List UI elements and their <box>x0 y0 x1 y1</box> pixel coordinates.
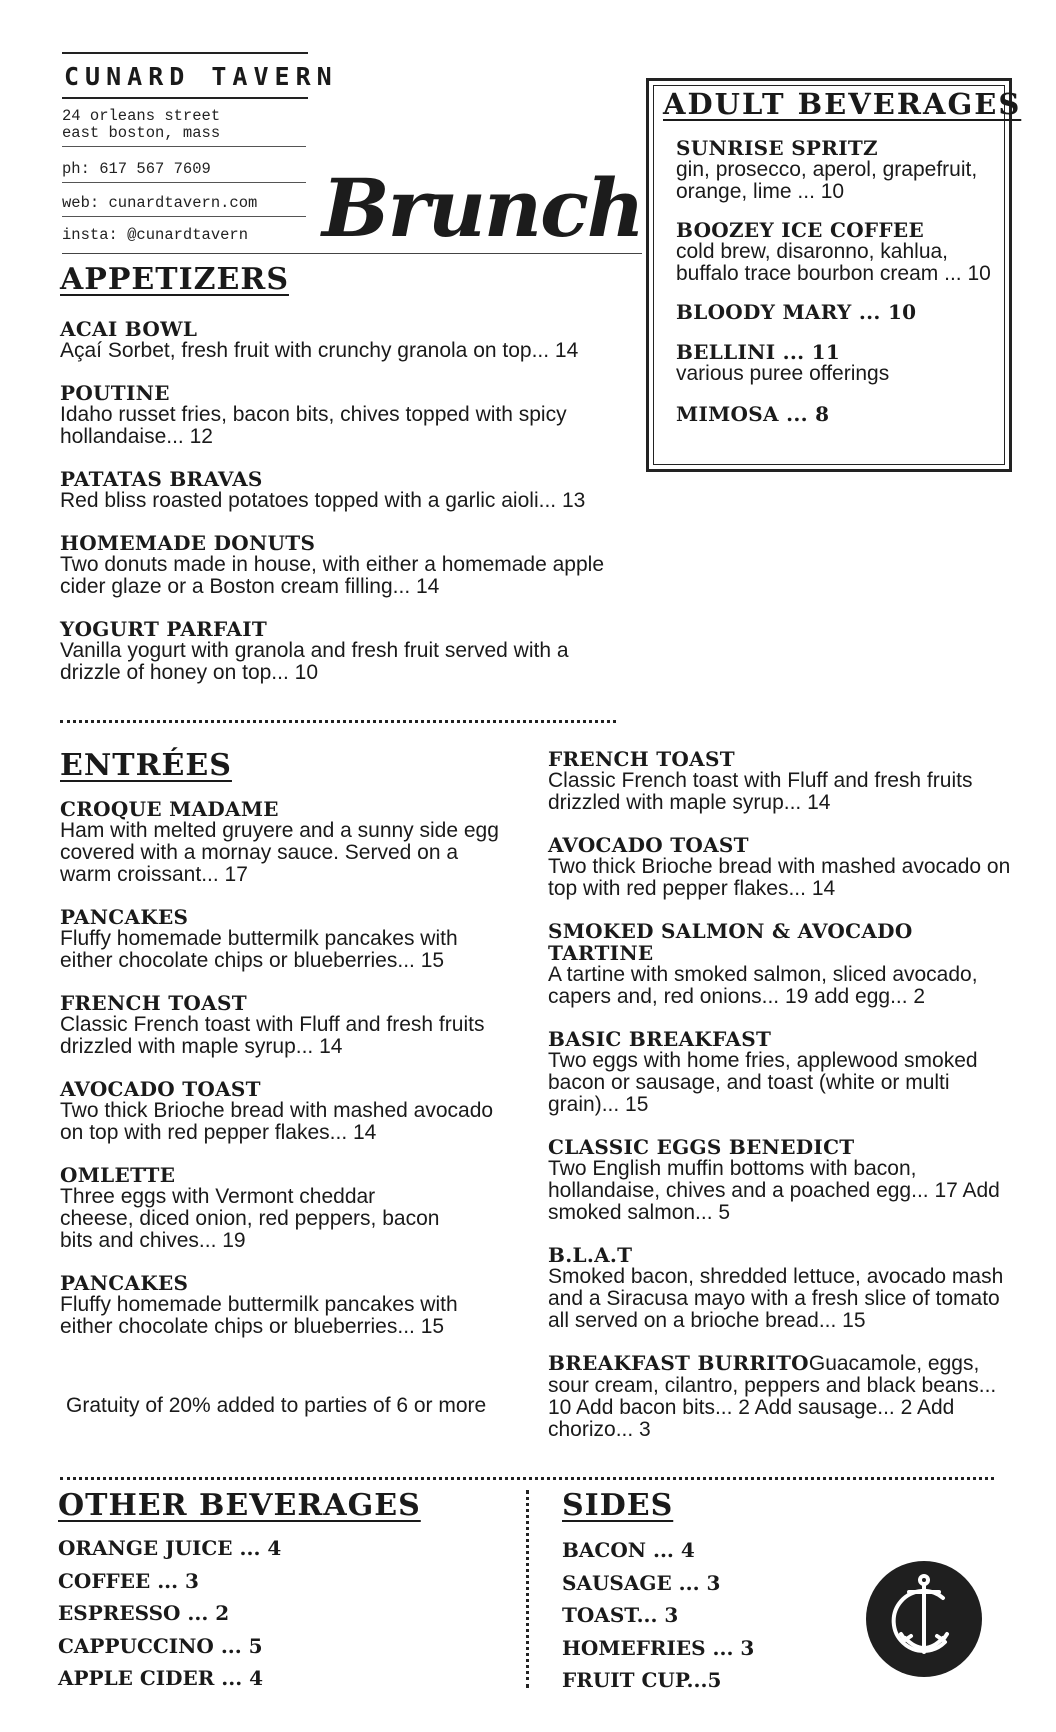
item-description: Three eggs with Vermont cheddar cheese, diced onion, red peppers, bacon bits and chives... 19 <box>60 1185 440 1252</box>
appetizers-list <box>60 318 620 704</box>
menu-item <box>60 906 510 972</box>
item-name: SUNRISE SPRITZ <box>676 136 878 160</box>
item-name: PANCAKES <box>60 1271 189 1295</box>
list-item: FRUIT CUP...5 <box>562 1668 722 1692</box>
item-name: MIMOSA ... 8 <box>676 402 830 426</box>
item-description: Two eggs with home fries, applewood smoked bacon or sausage, and toast (white or multi grain)... 15 <box>548 1049 978 1116</box>
menu-item <box>60 468 620 512</box>
item-description: A tartine with smoked salmon, sliced avocado, capers and, red onions... 19 add egg... 2 <box>548 963 978 1008</box>
list-item: CAPPUCCINO ... 5 <box>58 1633 263 1658</box>
item-name: CLASSIC EGGS BENEDICT <box>548 1135 855 1159</box>
entrees-left-column <box>60 798 510 1358</box>
menu-item <box>548 1028 1018 1116</box>
beverage-item <box>676 137 1006 203</box>
item-description: Two thick Brioche bread with mashed avocado on top with red pepper flakes... 14 <box>60 1099 494 1144</box>
menu-item <box>60 992 510 1058</box>
item-name: BELLINI ... 11 <box>676 340 841 364</box>
address <box>62 104 306 147</box>
beverage-item <box>676 403 1006 425</box>
item-description: Classic French toast with Fluff and fresh fruits drizzled with maple syrup... 14 <box>60 1013 485 1058</box>
address-line-2: east boston, mass <box>62 124 221 142</box>
menu-item <box>60 618 620 684</box>
list-item: ORANGE JUICE ... 4 <box>58 1536 282 1560</box>
item-description: Guacamole, eggs, sour cream, cilantro, peppers and black beans... 10 Add bacon bits... 2 Add sausage... 2 Add chorizo... 3 <box>548 1352 997 1441</box>
item-description: Two donuts made in house, with either a homemade apple cider glaze or a Boston cream filling... 14 <box>60 553 605 598</box>
menu-item <box>60 382 620 448</box>
list-item: COFFEE ... 3 <box>58 1568 199 1593</box>
list-item: APPLE CIDER ... 4 <box>58 1666 264 1690</box>
menu-item <box>60 1164 510 1252</box>
item-name: B.L.A.T <box>548 1243 633 1267</box>
sides-list <box>562 1534 754 1697</box>
list-item: BACON ... 4 <box>562 1538 695 1562</box>
burrito-block <box>548 1352 1018 1441</box>
menu-item <box>60 1272 510 1338</box>
item-name: PANCAKES <box>60 905 189 929</box>
item-description: Ham with melted gruyere and a sunny side egg covered with a mornay sauce. Served on a warm croissant... 17 <box>60 819 499 886</box>
instagram: insta: @cunardtavern <box>62 226 249 244</box>
entrees-right-column <box>548 748 1018 1461</box>
item-description: Fluffy homemade buttermilk pancakes with either chocolate chips or blueberries... 15 <box>60 927 458 972</box>
other-beverages-heading: OTHER BEVERAGES <box>58 1488 421 1523</box>
list-item: TOAST... 3 <box>562 1603 679 1627</box>
item-description: cold brew, disaronno, kahlua, buffalo trace bourbon cream ... 10 <box>676 240 991 285</box>
menu-item <box>60 318 620 362</box>
dotted-divider <box>60 1477 994 1480</box>
item-name: BASIC BREAKFAST <box>548 1027 772 1051</box>
item-name: FRENCH TOAST <box>548 747 735 771</box>
menu-item <box>548 1136 1018 1224</box>
adult-beverages-heading: ADULT BEVERAGES <box>663 87 1022 121</box>
menu-item <box>548 748 1018 814</box>
beverage-item <box>676 219 1006 285</box>
brunch-script-title: Brunch <box>322 161 643 255</box>
item-name: YOGURT PARFAIT <box>60 617 268 641</box>
item-name: OMLETTE <box>60 1163 176 1187</box>
item-description: Classic French toast with Fluff and fresh fruits drizzled with maple syrup... 14 <box>548 769 973 814</box>
item-description: Idaho russet fries, bacon bits, chives topped with spicy hollandaise... 12 <box>60 403 567 448</box>
menu-item <box>548 834 1018 900</box>
item-name: BOOZEY ICE COFFEE <box>676 218 925 242</box>
item-name: CROQUE MADAME <box>60 797 279 821</box>
restaurant-name: CUNARD TAVERN <box>62 52 308 99</box>
beverage-item <box>676 301 1006 323</box>
item-name: FRENCH TOAST <box>60 991 247 1015</box>
item-name: AVOCADO TOAST <box>60 1077 261 1101</box>
menu-item <box>548 1244 1018 1332</box>
adult-beverages-box <box>646 78 1022 472</box>
item-description: Açaí Sorbet, fresh fruit with crunchy granola on top... 14 <box>60 339 579 362</box>
beverage-item <box>676 341 1006 385</box>
item-description: Two thick Brioche bread with mashed avocado on top with red pepper flakes... 14 <box>548 855 1011 900</box>
phone: ph: 617 567 7609 <box>62 157 306 183</box>
other-beverages-list <box>58 1532 281 1695</box>
anchor-c-logo-icon <box>865 1560 983 1678</box>
title-rule <box>62 253 642 254</box>
item-name: PATATAS BRAVAS <box>60 467 263 491</box>
adult-beverages-list <box>676 137 1006 441</box>
website: web: cunardtavern.com <box>62 191 306 217</box>
menu-item <box>60 798 510 886</box>
item-description: gin, prosecco, aperol, grapefruit, orange, lime ... 10 <box>676 158 978 203</box>
item-description: Two English muffin bottoms with bacon, hollandaise, chives and a poached egg... 17 Add smoked salmon... 5 <box>548 1157 1000 1224</box>
item-description: various puree offerings <box>676 362 890 385</box>
item-name: BLOODY MARY ... 10 <box>676 300 917 324</box>
item-name: POUTINE <box>60 381 170 405</box>
menu-item <box>60 532 620 598</box>
appetizers-heading: APPETIZERS <box>60 262 289 297</box>
sides-heading: SIDES <box>562 1488 674 1523</box>
item-description: Vanilla yogurt with granola and fresh fruit served with a drizzle of honey on top... 10 <box>60 639 569 684</box>
dotted-divider <box>60 720 616 723</box>
list-item: ESPRESSO ... 2 <box>58 1601 230 1625</box>
item-description: Fluffy homemade buttermilk pancakes with either chocolate chips or blueberries... 15 <box>60 1293 458 1338</box>
list-item: HOMEFRIES ... 3 <box>562 1635 755 1660</box>
item-name: HOMEMADE DONUTS <box>60 531 316 555</box>
item-name: ACAI BOWL <box>60 317 198 341</box>
item-name: SMOKED SALMON & AVOCADO TARTINE <box>548 919 913 965</box>
item-name: AVOCADO TOAST <box>548 833 749 857</box>
item-description: Red bliss roasted potatoes topped with a garlic aioli... 13 <box>60 489 586 512</box>
vertical-dotted-divider <box>526 1490 529 1688</box>
address-line-1: 24 orleans street <box>62 107 221 125</box>
menu-item <box>548 1352 1018 1441</box>
menu-item <box>60 1078 510 1144</box>
item-description: Smoked bacon, shredded lettuce, avocado mash and a Siracusa mayo with a fresh slice of tomato all served on a brioche bread... 15 <box>548 1265 1004 1332</box>
gratuity-note: Gratuity of 20% added to parties of 6 or more <box>66 1394 487 1417</box>
entrees-heading: ENTRÉES <box>60 748 232 783</box>
list-item: SAUSAGE ... 3 <box>562 1570 721 1595</box>
menu-item <box>548 920 1018 1008</box>
item-name: BREAKFAST BURRITO <box>548 1351 809 1375</box>
